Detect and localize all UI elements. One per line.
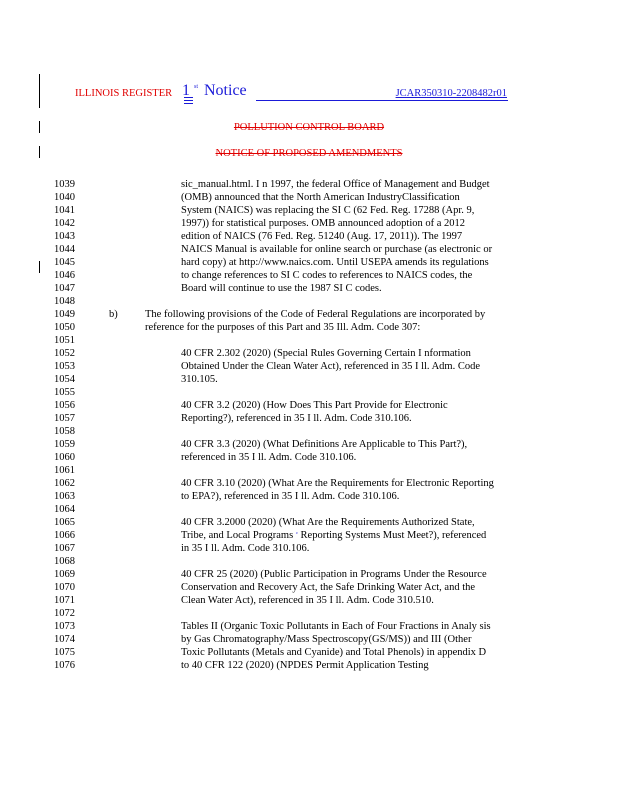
double-underline (184, 97, 193, 98)
line-number: 1061 (54, 465, 75, 476)
notice-label: Notice (204, 82, 247, 99)
body-line: 40 CFR 25 (2020) (Public Participation in Programs Under the Resource (181, 569, 487, 580)
body-line-part: Reporting Systems Must Meet?), referenced (300, 530, 487, 541)
line-number: 1076 (54, 660, 75, 671)
body-line: by Gas Chromatography/Mass Spectroscopy(GS/MS)) and III (Other (181, 634, 472, 645)
body-line (181, 530, 486, 541)
header-rule (256, 100, 508, 101)
line-number: 1064 (54, 504, 75, 515)
line-number: 1062 (54, 478, 75, 489)
line-number: 1040 (54, 192, 75, 203)
body-line: 310.105. (181, 374, 218, 385)
change-bar (39, 261, 40, 273)
line-number: 1041 (54, 205, 75, 216)
line-number: 1057 (54, 413, 75, 424)
body-line: to EPA?), referenced in 35 I ll. Adm. Code 310.106. (181, 491, 400, 502)
body-line: 40 CFR 3.10 (2020) (What Are the Requirements for Electronic Reporting (181, 478, 494, 489)
change-bar (39, 74, 40, 108)
line-number: 1054 (54, 374, 75, 385)
line-number: 1046 (54, 270, 75, 281)
body-line: (OMB) announced that the North American IndustryClassification (181, 192, 460, 203)
page-number: 1 (182, 82, 190, 99)
body-line: Conservation and Recovery Act, the Safe Drinking Water Act, and the (181, 582, 476, 593)
body-line: The following provisions of the Code of Federal Regulations are incorporated by (145, 309, 486, 320)
line-number: 1050 (54, 322, 75, 333)
line-number: 1053 (54, 361, 75, 372)
line-number: 1045 (54, 257, 75, 268)
body-line: referenced in 35 I ll. Adm. Code 310.106. (181, 452, 357, 463)
body-line: Clean Water Act), referenced in 35 I ll. Adm. Code 310.510. (181, 595, 434, 606)
line-number: 1055 (54, 387, 75, 398)
register-name: ILLINOIS REGISTER (75, 88, 173, 99)
body-line: Obtained Under the Clean Water Act), referenced in 35 I ll. Adm. Code (181, 361, 480, 372)
body-line: Toxic Pollutants (Metals and Cyanide) and Total Phenols) in appendix D (181, 647, 487, 658)
line-number: 1066 (54, 530, 75, 541)
line-number: 1063 (54, 491, 75, 502)
body-line: to 40 CFR 122 (2020) (NPDES Permit Application Testing (181, 660, 429, 671)
line-number: 1065 (54, 517, 75, 528)
line-number: 1067 (54, 543, 75, 554)
line-number: 1058 (54, 426, 75, 437)
double-underline (184, 100, 193, 101)
body-line: reference for the purposes of this Part and 35 Ill. Adm. Code 307: (145, 322, 421, 333)
register-header (72, 82, 542, 104)
body-line: 40 CFR 3.3 (2020) (What Definitions Are Applicable to This Part?), (181, 439, 468, 450)
body-line: 1997)) for statistical purposes. OMB announced adoption of a 2012 (181, 218, 466, 229)
body-line: 40 CFR 3.2000 (2020) (What Are the Requirements Authorized State, (181, 517, 475, 528)
body-line: edition of NAICS (76 Fed. Reg. 51240 (Aug. 17, 2011)). The 1997 (181, 231, 463, 242)
line-number: 1073 (54, 621, 75, 632)
body-line: in 35 I ll. Adm. Code 310.106. (181, 543, 310, 554)
line-number: 1043 (54, 231, 75, 242)
line-number: 1059 (54, 439, 75, 450)
body-line: NAICS Manual is available for online search or purchase (as electronic or (181, 244, 493, 255)
line-number: 1068 (54, 556, 75, 567)
body-line-part: Tribe, and Local Programs (181, 530, 294, 541)
line-number: 1052 (54, 348, 75, 359)
jcar-id: JCAR350310-2208482r01 (395, 88, 507, 99)
line-number: 1060 (54, 452, 75, 463)
line-number: 1071 (54, 595, 75, 606)
body-line: 40 CFR 2.302 (2020) (Special Rules Governing Certain I nformation (181, 348, 471, 359)
body-line: Reporting?), referenced in 35 I ll. Adm. Code 310.106. (181, 413, 412, 424)
double-underline (184, 103, 193, 104)
agency-title: POLLUTION CONTROL BOARD (233, 122, 385, 133)
body-line: Board will continue to use the 1987 SI C codes. (181, 283, 382, 294)
body-line: sic_manual.html. I n 1997, the federal Office of Management and Budget (181, 179, 490, 190)
notice-title: NOTICE OF PROPOSED AMENDMENTS (215, 148, 403, 159)
line-number: 1051 (54, 335, 75, 346)
line-number: 1074 (54, 634, 75, 645)
body-line: System (NAICS) was replacing the SI C (62 Fed. Reg. 17288 (Apr. 9, (181, 205, 475, 216)
line-number: 1070 (54, 582, 75, 593)
line-number: 1039 (54, 179, 75, 190)
line-number: 1042 (54, 218, 75, 229)
body-line: Tables II (Organic Toxic Pollutants in Each of Four Fractions in Analy sis (181, 621, 491, 632)
line-number: 1069 (54, 569, 75, 580)
subsection-label: b) (109, 309, 118, 320)
line-number: 1044 (54, 244, 75, 255)
line-number: 1049 (54, 309, 75, 320)
page-number-suffix: st (194, 84, 199, 90)
body-line: 40 CFR 3.2 (2020) (How Does This Part Provide for Electronic (181, 400, 448, 411)
line-number: 1048 (54, 296, 75, 307)
line-number: 1056 (54, 400, 75, 411)
revision-mark-icon: ‴ (295, 533, 298, 539)
line-number: 1047 (54, 283, 75, 294)
body-line: hard copy) at http://www.naics.com. Until USEPA amends its regulations (181, 257, 489, 268)
line-number: 1075 (54, 647, 75, 658)
line-number: 1072 (54, 608, 75, 619)
body-line: to change references to SI C codes to references to NAICS codes, the (181, 270, 473, 281)
